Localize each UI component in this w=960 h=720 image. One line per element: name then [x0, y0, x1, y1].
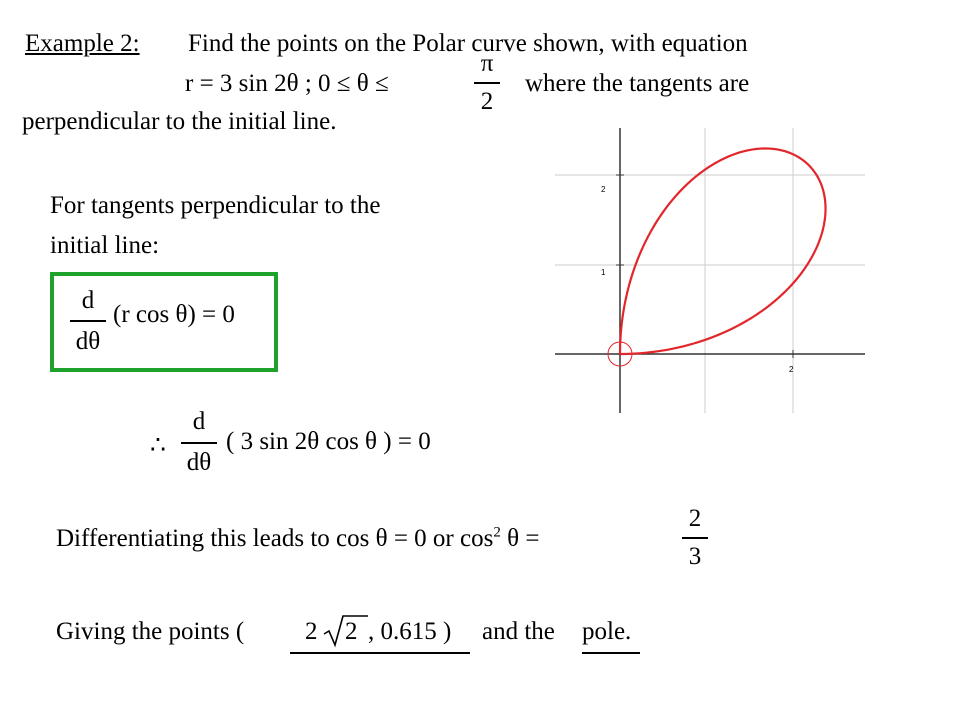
- fraction-bar: [474, 82, 500, 84]
- equation-suffix: where the tangents are: [525, 70, 750, 97]
- fraction-bar-2: [682, 537, 708, 539]
- polar-curve-graph: [555, 128, 865, 413]
- heading-line3: perpendicular to the initial line.: [22, 108, 337, 135]
- fraction-denominator: 3: [688, 543, 702, 570]
- d-theta-denominator: dθ: [75, 328, 101, 355]
- answer-underline: [290, 652, 470, 654]
- polar-curve: [620, 148, 826, 354]
- intro-line2: initial line:: [50, 232, 160, 259]
- intro-line1: For tangents perpendicular to the: [50, 192, 381, 219]
- d-numerator-2: d: [192, 408, 206, 435]
- pi-denominator: 2: [480, 88, 494, 115]
- example-label: Example 2:: [25, 30, 140, 57]
- derivative-bar: [70, 320, 106, 322]
- sqrt-radicand: 2: [345, 618, 358, 645]
- pole-text: pole.: [582, 618, 632, 645]
- giving-prefix: Giving the points (: [56, 618, 245, 645]
- exponent: 2: [493, 524, 501, 541]
- and-the-text: and the: [482, 618, 555, 645]
- giving-middle: , 0.615 ): [368, 618, 452, 645]
- d-theta-denominator-2: dθ: [186, 449, 212, 476]
- pi-numerator: π: [480, 50, 494, 77]
- therefore-symbol: ∴: [150, 432, 166, 459]
- derivative-bar-2: [181, 442, 217, 444]
- box-equation-rest: (r cos θ) = 0: [113, 301, 235, 328]
- y-tick-label-1: 1: [601, 268, 606, 277]
- pole-underline: [582, 652, 640, 654]
- therefore-equation-rest: ( 3 sin 2θ cos θ ) = 0: [226, 428, 431, 455]
- heading-line1: Find the points on the Polar curve shown, with equation: [188, 30, 748, 57]
- x-tick-label-2: 2: [789, 365, 794, 374]
- differentiating-text: Differentiating this leads to cos θ = 0 or $\cos^2 \theta$ =: [56, 524, 540, 552]
- fraction-numerator: 2: [688, 505, 702, 532]
- sqrt-coefficient: 2: [305, 618, 318, 645]
- equation-prefix: r = 3 sin 2θ ; 0 ≤ θ ≤: [185, 70, 389, 97]
- y-tick-label-2: 2: [601, 185, 606, 194]
- d-numerator: d: [81, 287, 95, 314]
